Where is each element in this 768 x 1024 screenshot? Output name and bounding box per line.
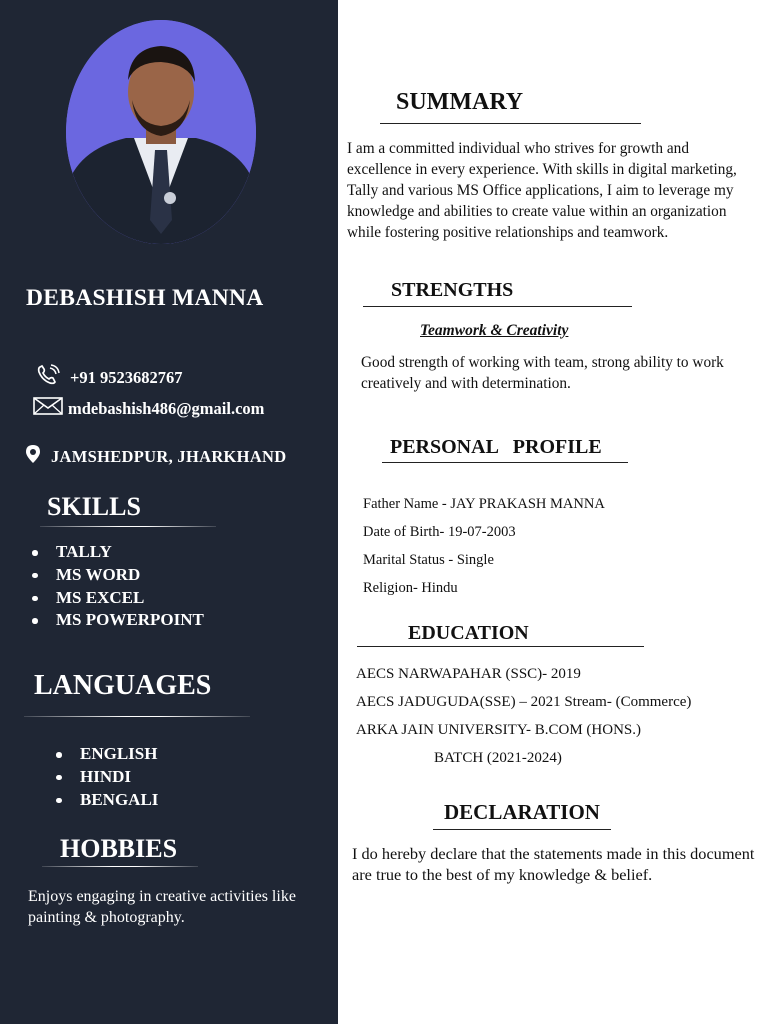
email-contact[interactable] [33, 396, 264, 421]
list-item: MS EXCEL [32, 587, 204, 610]
profile-photo [66, 20, 256, 244]
list-item: AECS JADUGUDA(SSE) – 2021 Stream- (Commerce) [356, 694, 692, 710]
list-item: MS WORD [32, 564, 204, 587]
list-item: ARKA JAIN UNIVERSITY- B.COM (HONS.) [356, 722, 642, 738]
summary-heading: SUMMARY [396, 89, 524, 115]
strengths-text: Good strength of working with team, strong ability to work creatively and with determination. [361, 354, 724, 392]
list-item: Marital Status - Single [363, 552, 494, 568]
declaration-heading: DECLARATION [444, 800, 600, 824]
strengths-subheading: Teamwork & Creativity [420, 322, 569, 339]
phone-number: +91 9523682767 [70, 367, 183, 387]
hobbies-text: Enjoys engaging in creative activities like painting & photography. [28, 888, 296, 926]
skills-heading: SKILLS [47, 492, 141, 521]
skills-divider [40, 526, 216, 527]
phone-icon [36, 364, 62, 391]
location-pin-icon [25, 444, 41, 469]
languages-divider [24, 716, 250, 717]
candidate-name: DEBASHISH MANNA [26, 285, 264, 311]
list-item: TALLY [32, 541, 204, 564]
location-text: JAMSHEDPUR, JHARKHAND [51, 446, 287, 466]
education-heading: EDUCATION [408, 622, 529, 644]
person-portrait-icon [66, 20, 256, 244]
languages-list [56, 743, 158, 811]
languages-heading: LANGUAGES [34, 670, 212, 701]
personal-profile-divider [382, 462, 628, 463]
email-address: mdebashish486@gmail.com [68, 398, 265, 418]
personal-profile-list [363, 490, 605, 602]
declaration-text: I do hereby declare that the statements made in this document are true to the best of my knowledge & belief. [352, 844, 755, 884]
declaration-divider [433, 829, 611, 830]
list-item: ENGLISH [56, 743, 158, 766]
list-item: Father Name - JAY PRAKASH MANNA [363, 496, 605, 512]
list-item: BATCH (2021-2024) [434, 750, 562, 766]
list-item: Religion- Hindu [363, 580, 458, 596]
education-list [356, 660, 691, 772]
strengths-heading: STRENGTHS [391, 279, 514, 301]
strengths-divider [363, 306, 632, 307]
list-item: HINDI [56, 766, 158, 789]
hobbies-divider [42, 866, 198, 867]
phone-contact[interactable] [36, 364, 183, 391]
list-item: MS POWERPOINT [32, 609, 204, 632]
education-divider [357, 646, 644, 647]
list-item: Date of Birth- 19-07-2003 [363, 524, 516, 540]
list-item: AECS NARWAPAHAR (SSC)- 2019 [356, 666, 581, 682]
sidebar [0, 0, 338, 1024]
main-content [338, 0, 768, 1024]
personal-profile-heading: PERSONAL PROFILE [390, 436, 602, 458]
summary-text: I am a committed individual who strives for growth and excellence in every experience. With skills in digital marketing, Tally and various MS Office applications, I aim to leverage my knowledge and abilities to create value within an organization while fostering positive relationships and teamwork. [347, 140, 737, 241]
location-contact [25, 444, 286, 469]
summary-divider [380, 123, 641, 124]
skills-list [32, 541, 204, 632]
mail-icon [33, 396, 63, 421]
hobbies-heading: HOBBIES [60, 834, 178, 863]
list-item: BENGALI [56, 789, 158, 812]
